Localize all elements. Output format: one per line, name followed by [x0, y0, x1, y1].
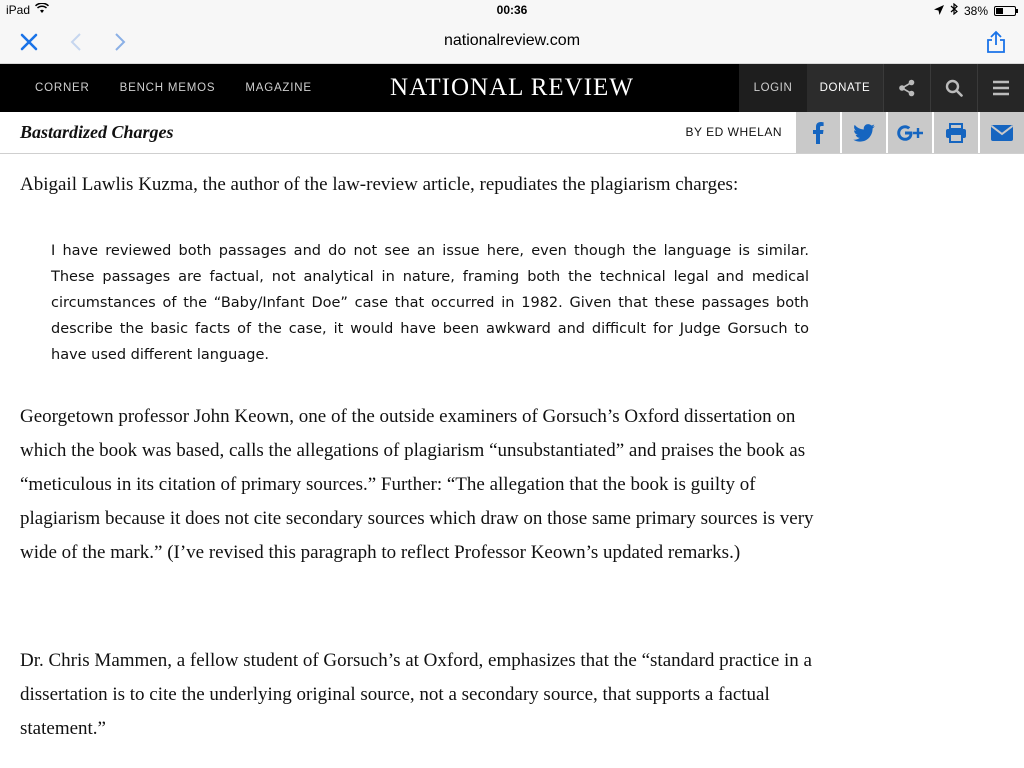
- search-icon[interactable]: [930, 64, 977, 112]
- facebook-icon[interactable]: [794, 112, 840, 153]
- article-header-bar: [0, 112, 1024, 154]
- nav-link-bench-memos[interactable]: BENCH MEMOS: [119, 82, 216, 94]
- url-field[interactable]: nationalreview.com: [443, 32, 581, 49]
- article-paragraph: Dr. Chris Mammen, a fellow student of Gorsuch’s at Oxford, emphasizes that the “standard practice in a dissertation is to cite the underlying original source, not a secondary source, that supports a factual statement.”: [20, 650, 812, 739]
- location-icon: [934, 4, 944, 18]
- article-paragraph: Georgetown professor John Keown, one of the outside examiners of Gorsuch’s Oxford dissertation on which the book was based, calls the allegations of plagiarism “unsubstantiated” and praises the book as “meticulous in its citation of primary sources.” Further: “The allegation that the book is guilty of plagiarism because it does not cite secondary sources which draw on those same primary sources is very wide of the mark.” (I’ve revised this paragraph to reflect Professor Keown’s updated remarks.): [20, 406, 814, 563]
- share-icon[interactable]: [883, 64, 930, 112]
- menu-icon[interactable]: [977, 64, 1024, 112]
- nav-link-magazine[interactable]: MAGAZINE: [245, 82, 312, 94]
- login-button[interactable]: LOGIN: [739, 64, 807, 112]
- nav-link-corner[interactable]: CORNER: [35, 82, 90, 94]
- article-paragraph: Abigail Lawlis Kuzma, the author of the law-review article, repudiates the plagiarism charges:: [20, 174, 739, 195]
- twitter-icon[interactable]: [840, 112, 886, 153]
- browser-toolbar: [0, 20, 1024, 64]
- status-time: 00:36: [496, 3, 528, 17]
- donate-button[interactable]: DONATE: [807, 64, 883, 112]
- device-name: iPad: [6, 3, 31, 17]
- site-navigation: [0, 64, 1024, 112]
- article-title: Bastardized Charges: [20, 122, 174, 142]
- site-logo[interactable]: NATIONAL REVIEW: [390, 74, 634, 101]
- status-right: [934, 3, 1016, 18]
- status-bar: [0, 0, 1024, 20]
- battery-percent: 38%: [963, 3, 988, 18]
- nav-right: [739, 64, 1024, 112]
- battery-icon: [994, 6, 1016, 16]
- google-plus-icon[interactable]: [886, 112, 932, 153]
- share-icon[interactable]: [984, 28, 1008, 56]
- block-quote: I have reviewed both passages and do not see an issue here, even though the language is similar. These passages are factual, not analytical in nature, framing both the technical legal and medical circumstances of the “Baby/Infant Doe” case that occurred in 1982. Given that these passages both describe the basic facts of the case, it would have been awkward and difficult for Judge Gorsuch to have used different language.: [51, 243, 809, 363]
- print-icon[interactable]: [932, 112, 978, 153]
- bluetooth-icon: [950, 3, 958, 18]
- byline[interactable]: BY ED WHELAN: [685, 125, 782, 139]
- social-share-buttons: [794, 112, 1024, 153]
- email-icon[interactable]: [978, 112, 1024, 153]
